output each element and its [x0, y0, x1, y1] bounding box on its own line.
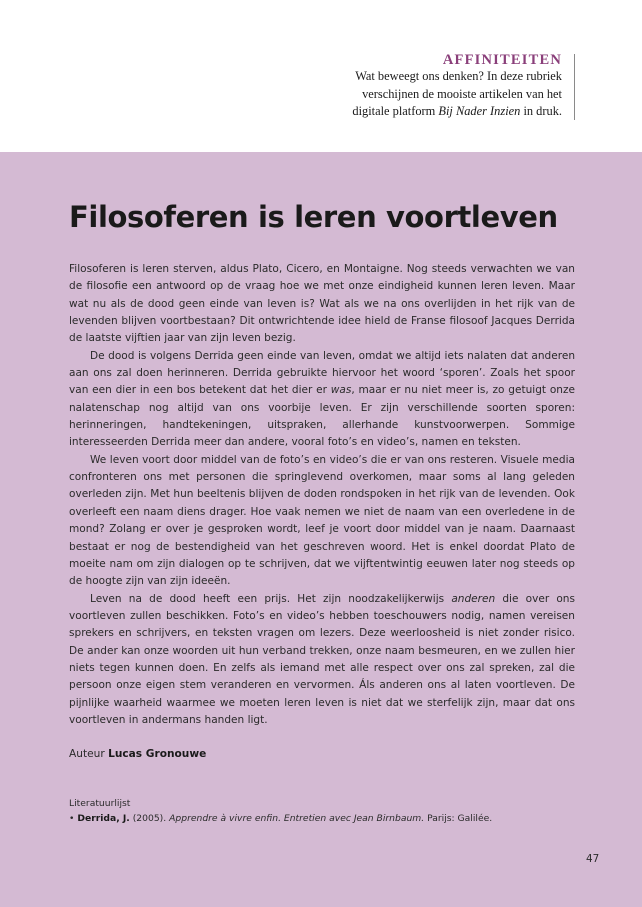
- rubric-line-text: in druk.: [520, 104, 562, 118]
- paragraph-text: die over ons voortleven zullen beschikken. Foto’s en video’s hebben toeschouwers nodig, namen vereisen sprekers en schrijvers, en teksten vragen om lezers. Deze weerloosheid is niet zonder risico. De ander kan onze woorden uit hun verband trekken, onze naam besmeuren, en we zullen hier niets tegen kunnen doen. En zelfs als iemand met alle respect over ons zal spreken, zal die persoon onze eigen stem veranderen en vervormen. Áls anderen ons al laten voortleven. De pijnlijke waarheid waarmee we moeten leren leven is niet dat we sterfelijk zijn, maar dat ons voortleven in andermans handen ligt.: [69, 592, 575, 726]
- article-body: [69, 261, 575, 729]
- page-header: [0, 0, 642, 152]
- rubric-line: verschijnen de mooiste artikelen van het: [362, 86, 562, 101]
- rubric-divider: [574, 54, 575, 120]
- paragraph-text: De dood is volgens Derrida geen einde van leven, omdat we altijd iets nalaten dat anderen aan ons zal doen herinneren. Derrida gebruikte hiervoor het woord ‘sporen’. Zoals het spoor van een dier in een bos betekent dat het dier er: [69, 349, 575, 397]
- bullet: •: [69, 813, 75, 824]
- platform-name: Bij Nader Inzien: [438, 104, 521, 118]
- author-line: [69, 746, 206, 762]
- rubric-line-text: digitale platform: [352, 104, 439, 118]
- reference-year: (2005).: [132, 813, 167, 824]
- reference-publisher: Parijs: Galilée.: [427, 813, 493, 824]
- literature-item: [69, 811, 492, 826]
- reference-author: Derrida, J.: [77, 813, 130, 824]
- author-name: Lucas Gronouwe: [108, 748, 207, 760]
- rubric-line: Wat beweegt ons denken? In deze rubriek: [355, 69, 562, 83]
- literature-list: [69, 796, 492, 826]
- rubric-line: [262, 103, 562, 121]
- paragraph-text: Leven na de dood heeft een prijs. Het zijn noodzakelijkerwijs: [90, 592, 452, 605]
- rubric-block: [262, 52, 562, 121]
- paragraph-text: , maar er nu niet meer is, zo getuigt onze nalatenschap nog altijd van ons voorbije leven. Er zijn verschillende soorten sporen: herinneringen, handtekeningen, uitspraken, allerhande kunstvoorwerpen. Sommige interesseerden Derrida meer dan andere, vooral foto’s en video’s, namen en teksten.: [69, 384, 576, 449]
- paragraph: We leven voort door middel van de foto’s en video’s die er van ons resteren. Visuele media confronteren ons met personen die springlevend overkomen, maar soms al lang geleden overleden zijn. Met hun beeltenis blijven de doden rondspoken in het rijk van de levenden. Ook overleeft een naam diens drager. Hoe vaak nemen we niet de naam van een overledene in de mond? Zolang er over je gesproken wordt, leef je voort door middel van je naam. Daarnaast bestaat er nog de bestendigheid van het geschreven woord. Het is enkel doordat Plato de moeite nam om zijn dialogen op te schrijven, dat we vijftentwintig eeuwen later nog steeds op de hoogte zijn van zijn ideeën.: [69, 453, 575, 588]
- author-label: Auteur: [69, 748, 105, 760]
- emphasis: anderen: [451, 592, 496, 605]
- page-number: 47: [586, 853, 600, 865]
- literature-heading: Literatuurlijst: [69, 798, 131, 809]
- emphasis: was: [330, 384, 352, 397]
- paragraph: Filosoferen is leren sterven, aldus Plato, Cicero, en Montaigne. Nog steeds verwachten we van de filosofie een antwoord op de vraag hoe we met onze eindigheid kunnen leren leven. Maar wat nu als de dood geen einde van leven is? Wat als we na ons overlijden in het rijk van de levenden blijven voortbestaan? Dit ontwrichtende idee hield de Franse filosoof Jacques Derrida de laatste vijftien jaar van zijn leven bezig.: [69, 263, 575, 345]
- paragraph: [69, 591, 575, 730]
- rubric-title: AFFINITEITEN: [442, 52, 562, 68]
- article-title: Filosoferen is leren voortleven: [69, 200, 558, 234]
- rubric-description: [262, 68, 562, 121]
- reference-title: Apprendre à vivre enfin. Entretien avec Jean Birnbaum.: [169, 813, 425, 824]
- paragraph: [69, 348, 575, 452]
